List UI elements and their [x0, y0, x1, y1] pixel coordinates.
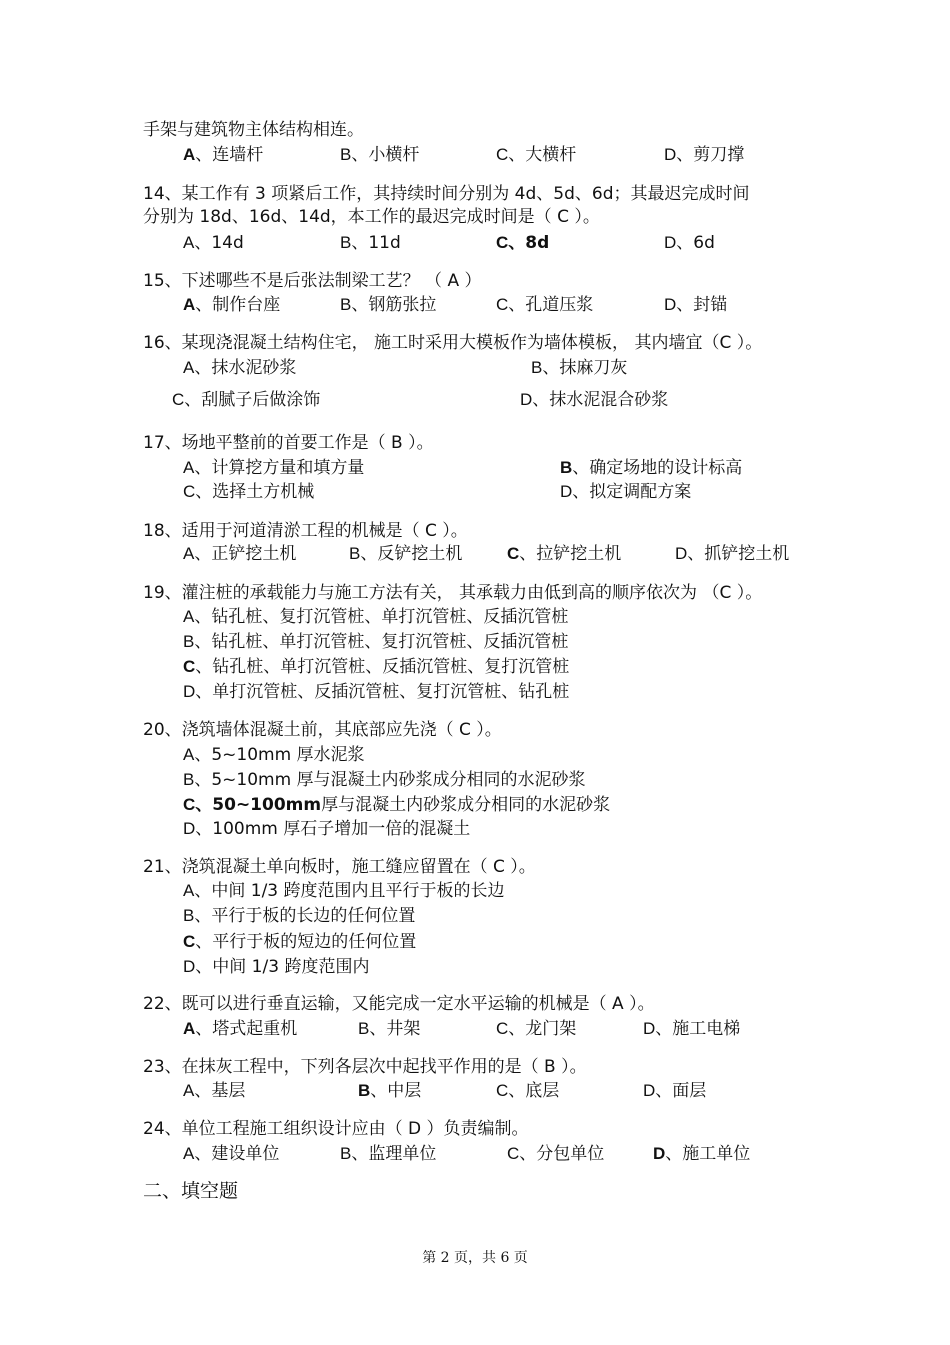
- option-d: D、抓铲挖土机: [675, 544, 790, 564]
- option-b: B、抹麻刀灰: [531, 358, 628, 378]
- option-b: B、中层: [358, 1081, 422, 1101]
- question-21: 21、浇筑混凝土单向板时，施工缝应留置在（ C ）。: [143, 857, 536, 877]
- option-d: D、封锚: [664, 295, 728, 315]
- option-a: A、塔式起重机: [183, 1019, 298, 1039]
- option-b: B、确定场地的设计标高: [560, 458, 743, 478]
- option-a: A、钻孔桩、复打沉管桩、单打沉管桩、反插沉管桩: [183, 607, 569, 627]
- option-d: D、单打沉管桩、反插沉管桩、复打沉管桩、钻孔桩: [183, 682, 570, 702]
- option-c: C、龙门架: [496, 1019, 577, 1039]
- intro-line: 手架与建筑物主体结构相连。: [143, 120, 364, 140]
- option-b: B、钢筋张拉: [340, 295, 437, 315]
- question-16: 16、某现浇混凝土结构住宅， 施工时采用大模板作为墙体模板， 其内墙宜（C ）。: [143, 333, 763, 353]
- option-c: C、钻孔桩、单打沉管桩、反插沉管桩、复打沉管桩: [183, 657, 570, 677]
- option-d: D、施工单位: [653, 1144, 751, 1164]
- option-d: D、拟定调配方案: [560, 482, 692, 502]
- option-a: A、正铲挖土机: [183, 544, 297, 564]
- option-c: C、底层: [496, 1081, 560, 1101]
- option-b: B、平行于板的长边的任何位置: [183, 906, 416, 926]
- option-d: D、面层: [643, 1081, 707, 1101]
- option-a: A、计算挖方量和填方量: [183, 458, 365, 478]
- question-19: 19、灌注桩的承载能力与施工方法有关， 其承载力由低到高的顺序依次为 （C ）。: [143, 583, 763, 603]
- option-b: B、监理单位: [340, 1144, 437, 1164]
- option-a: A、5~10mm 厚水泥浆: [183, 745, 365, 765]
- option-d: D、剪刀撑: [664, 145, 745, 165]
- option-c: C、平行于板的短边的任何位置: [183, 932, 417, 952]
- option-c: C、刮腻子后做涂饰: [172, 390, 321, 410]
- section-heading: 二、填空题: [143, 1180, 239, 1202]
- option-c: C、8d: [496, 233, 550, 253]
- option-c: C、选择土方机械: [183, 482, 315, 502]
- option-a: A、14d: [183, 233, 244, 253]
- option-d: D、中间 1/3 跨度范围内: [183, 957, 370, 977]
- question-24: 24、单位工程施工组织设计应由（ D ）负责编制。: [143, 1119, 529, 1139]
- option-a: A、中间 1/3 跨度范围内且平行于板的长边: [183, 881, 505, 901]
- question-23: 23、在抹灰工程中，下列各层次中起找平作用的是（ B ）。: [143, 1057, 587, 1077]
- option-d: D、6d: [664, 233, 715, 253]
- question-15: 15、下述哪些不是后张法制梁工艺？ （ A ）: [143, 271, 482, 291]
- option-a: A、建设单位: [183, 1144, 280, 1164]
- option-d: D、100mm 厚石子增加一倍的混凝土: [183, 819, 471, 839]
- option-d: D、施工电梯: [643, 1019, 741, 1039]
- question-14-line2: 分别为 18d、16d、14d，本工作的最迟完成时间是（ C ）。: [143, 207, 600, 227]
- option-b: B、11d: [340, 233, 401, 253]
- option-b: B、小横杆: [340, 145, 420, 165]
- option-c: C、分包单位: [507, 1144, 605, 1164]
- question-14-line1: 14、某工作有 3 项紧后工作，其持续时间分别为 4d、5d、6d；其最迟完成时间: [143, 184, 750, 204]
- option-c: C、50~100mm厚与混凝土内砂浆成分相同的水泥砂浆: [183, 795, 611, 815]
- question-20: 20、浇筑墙体混凝土前，其底部应先浇（ C ）。: [143, 720, 502, 740]
- option-a: A、制作台座: [183, 295, 281, 315]
- option-b: B、钻孔桩、单打沉管桩、复打沉管桩、反插沉管桩: [183, 632, 569, 652]
- option-d: D、抹水泥混合砂浆: [520, 390, 669, 410]
- option-a: A、基层: [183, 1081, 246, 1101]
- option-a: A、抹水泥砂浆: [183, 358, 297, 378]
- option-a: A、连墙杆: [183, 145, 264, 165]
- page-footer: 第 2 页，共 6 页: [422, 1250, 528, 1266]
- option-c: C、拉铲挖土机: [507, 544, 622, 564]
- question-18: 18、适用于河道清淤工程的机械是（ C ）。: [143, 521, 468, 541]
- option-b: B、井架: [358, 1019, 421, 1039]
- option-c: C、大横杆: [496, 145, 577, 165]
- question-17: 17、场地平整前的首要工作是（ B ）。: [143, 433, 434, 453]
- option-b: B、反铲挖土机: [349, 544, 463, 564]
- question-22: 22、既可以进行垂直运输，又能完成一定水平运输的机械是（ A ）。: [143, 994, 655, 1014]
- option-b: B、5~10mm 厚与混凝土内砂浆成分相同的水泥砂浆: [183, 770, 586, 790]
- option-c: C、孔道压浆: [496, 295, 594, 315]
